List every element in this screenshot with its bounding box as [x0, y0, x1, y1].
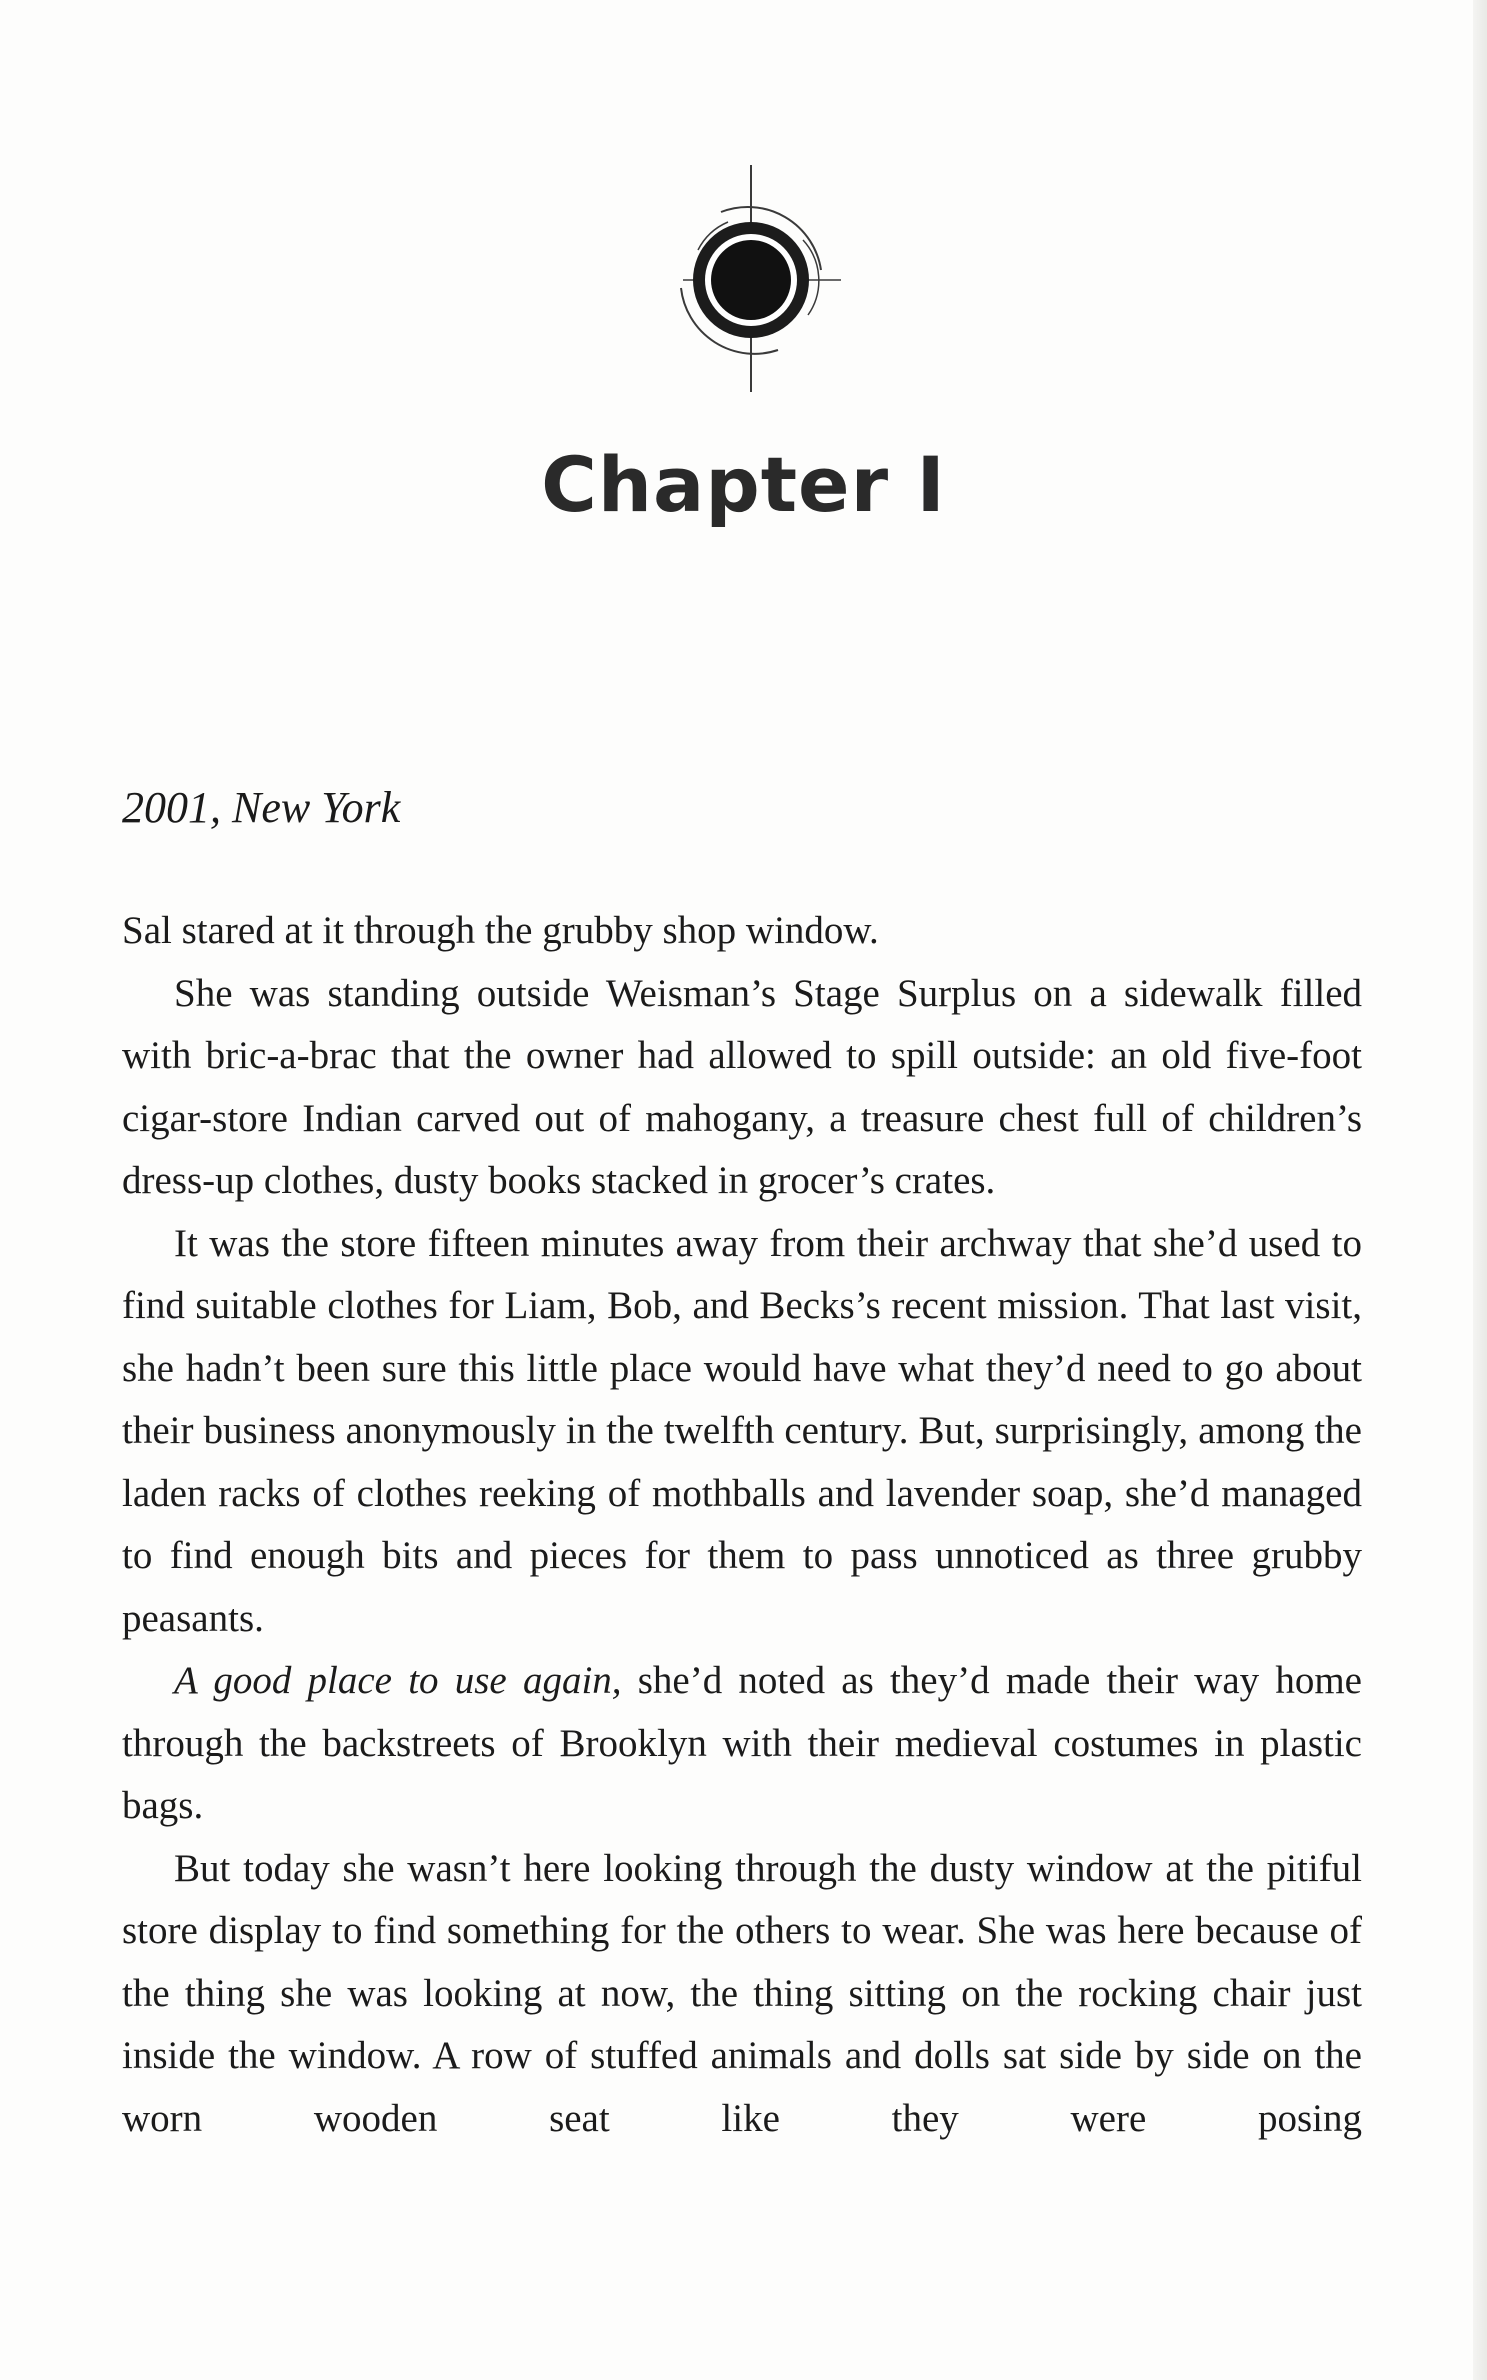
chapter-body [122, 900, 1362, 2150]
crosshair-target-icon [643, 160, 863, 400]
chapter-title: Chapter I [541, 440, 946, 529]
paragraph: She was standing outside Weisman’s Stage Surplus on a sidewalk filled with bric-a-brac that the owner had allowed to spill outside: an old five-foot cigar-store Indian carved out of mahogany, a treasure chest full of children’s dress-up clothes, dusty books stacked in grocer’s crates. [122, 971, 1362, 1202]
paragraph: But today she wasn’t here looking through the dusty window at the pitiful store display to find something for the others to wear. She was here because of the thing she was looking at now, the thing sitting on the rocking chair just inside the window. A row of stuffed animals and dolls sat side by side on the worn wooden seat like they were posing [122, 1846, 1362, 2140]
dateline: 2001, New York [122, 783, 401, 832]
paragraph: Sal stared at it through the grubby shop window. [122, 909, 879, 952]
paragraph: It was the store fifteen minutes away from their archway that she’d used to find suitable clothes for Liam, Bob, and Becks’s recent mission. That last visit, she hadn’t been sure this little place would have what they’d need to go about their business anonymously in the twelfth century. But, surprisingly, among the laden racks of clothes reeking of mothballs and lavender soap, she’d managed to find enough bits and pieces for them to pass unnoticed as three grubby peasants. [122, 1221, 1362, 1640]
paragraph-text: she’d noted as they’d made their way home through the backstreets of Brooklyn with their medieval costumes in plastic bags. [122, 1659, 1362, 1827]
paragraph-italic-lead: A good place to use again, [174, 1659, 622, 1702]
page-edge-shadow [1473, 0, 1487, 2380]
paragraph [122, 1650, 1362, 1838]
